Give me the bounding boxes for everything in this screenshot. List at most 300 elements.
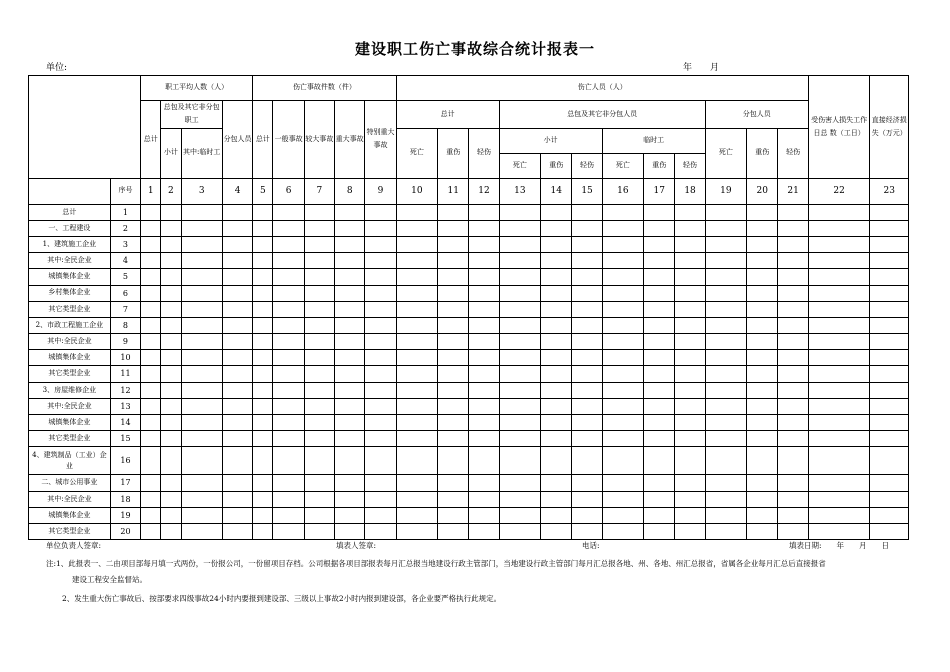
data-cell[interactable] [141, 220, 161, 236]
data-cell[interactable] [304, 366, 334, 382]
data-cell[interactable] [541, 253, 572, 269]
data-cell[interactable] [253, 301, 273, 317]
data-cell[interactable] [675, 382, 705, 398]
data-cell[interactable] [273, 415, 304, 431]
data-cell[interactable] [808, 253, 870, 269]
data-cell[interactable] [438, 366, 469, 382]
data-cell[interactable] [778, 415, 808, 431]
data-cell[interactable] [541, 269, 572, 285]
data-cell[interactable] [602, 269, 643, 285]
data-cell[interactable] [808, 523, 870, 539]
data-cell[interactable] [870, 269, 909, 285]
data-cell[interactable] [705, 317, 746, 333]
data-cell[interactable] [253, 317, 273, 333]
data-cell[interactable] [870, 285, 909, 301]
data-cell[interactable] [161, 366, 181, 382]
data-cell[interactable] [870, 447, 909, 475]
data-cell[interactable] [572, 475, 602, 491]
data-cell[interactable] [747, 204, 778, 220]
data-cell[interactable] [541, 220, 572, 236]
data-cell[interactable] [253, 398, 273, 414]
data-cell[interactable] [141, 236, 161, 252]
data-cell[interactable] [161, 269, 181, 285]
data-cell[interactable] [705, 382, 746, 398]
data-cell[interactable] [602, 475, 643, 491]
data-cell[interactable] [161, 301, 181, 317]
data-cell[interactable] [253, 475, 273, 491]
data-cell[interactable] [365, 334, 396, 350]
data-cell[interactable] [141, 253, 161, 269]
data-cell[interactable] [705, 334, 746, 350]
data-cell[interactable] [438, 431, 469, 447]
data-cell[interactable] [273, 507, 304, 523]
data-cell[interactable] [365, 350, 396, 366]
data-cell[interactable] [181, 350, 222, 366]
data-cell[interactable] [541, 334, 572, 350]
data-cell[interactable] [602, 398, 643, 414]
data-cell[interactable] [705, 491, 746, 507]
data-cell[interactable] [181, 398, 222, 414]
data-cell[interactable] [499, 269, 540, 285]
data-cell[interactable] [747, 415, 778, 431]
data-cell[interactable] [778, 317, 808, 333]
data-cell[interactable] [705, 507, 746, 523]
data-cell[interactable] [222, 317, 252, 333]
data-cell[interactable] [747, 269, 778, 285]
data-cell[interactable] [141, 475, 161, 491]
data-cell[interactable] [747, 398, 778, 414]
data-cell[interactable] [808, 236, 870, 252]
data-cell[interactable] [870, 317, 909, 333]
data-cell[interactable] [778, 447, 808, 475]
data-cell[interactable] [705, 301, 746, 317]
data-cell[interactable] [870, 220, 909, 236]
data-cell[interactable] [273, 285, 304, 301]
data-cell[interactable] [499, 523, 540, 539]
data-cell[interactable] [438, 491, 469, 507]
data-cell[interactable] [304, 415, 334, 431]
data-cell[interactable] [161, 523, 181, 539]
data-cell[interactable] [141, 301, 161, 317]
data-cell[interactable] [644, 523, 675, 539]
data-cell[interactable] [396, 507, 437, 523]
data-cell[interactable] [273, 382, 304, 398]
data-cell[interactable] [161, 475, 181, 491]
data-cell[interactable] [253, 334, 273, 350]
data-cell[interactable] [365, 447, 396, 475]
data-cell[interactable] [572, 204, 602, 220]
data-cell[interactable] [541, 366, 572, 382]
data-cell[interactable] [541, 491, 572, 507]
data-cell[interactable] [675, 398, 705, 414]
data-cell[interactable] [396, 415, 437, 431]
data-cell[interactable] [396, 398, 437, 414]
data-cell[interactable] [365, 366, 396, 382]
data-cell[interactable] [273, 350, 304, 366]
data-cell[interactable] [222, 491, 252, 507]
data-cell[interactable] [365, 507, 396, 523]
data-cell[interactable] [161, 334, 181, 350]
data-cell[interactable] [778, 285, 808, 301]
data-cell[interactable] [304, 220, 334, 236]
data-cell[interactable] [808, 415, 870, 431]
data-cell[interactable] [365, 253, 396, 269]
data-cell[interactable] [222, 220, 252, 236]
data-cell[interactable] [644, 285, 675, 301]
data-cell[interactable] [572, 350, 602, 366]
data-cell[interactable] [499, 382, 540, 398]
data-cell[interactable] [365, 204, 396, 220]
data-cell[interactable] [705, 350, 746, 366]
data-cell[interactable] [602, 491, 643, 507]
data-cell[interactable] [870, 415, 909, 431]
data-cell[interactable] [181, 269, 222, 285]
data-cell[interactable] [222, 447, 252, 475]
data-cell[interactable] [161, 204, 181, 220]
data-cell[interactable] [705, 415, 746, 431]
data-cell[interactable] [438, 220, 469, 236]
data-cell[interactable] [675, 491, 705, 507]
data-cell[interactable] [778, 220, 808, 236]
data-cell[interactable] [181, 220, 222, 236]
data-cell[interactable] [747, 253, 778, 269]
data-cell[interactable] [747, 507, 778, 523]
data-cell[interactable] [222, 350, 252, 366]
data-cell[interactable] [396, 285, 437, 301]
data-cell[interactable] [335, 382, 365, 398]
data-cell[interactable] [469, 236, 499, 252]
data-cell[interactable] [304, 523, 334, 539]
data-cell[interactable] [365, 431, 396, 447]
data-cell[interactable] [870, 236, 909, 252]
data-cell[interactable] [778, 507, 808, 523]
data-cell[interactable] [469, 204, 499, 220]
data-cell[interactable] [870, 475, 909, 491]
data-cell[interactable] [222, 236, 252, 252]
data-cell[interactable] [808, 269, 870, 285]
data-cell[interactable] [335, 523, 365, 539]
data-cell[interactable] [572, 415, 602, 431]
data-cell[interactable] [644, 491, 675, 507]
data-cell[interactable] [778, 269, 808, 285]
data-cell[interactable] [396, 220, 437, 236]
data-cell[interactable] [438, 301, 469, 317]
data-cell[interactable] [705, 523, 746, 539]
data-cell[interactable] [222, 382, 252, 398]
data-cell[interactable] [304, 204, 334, 220]
data-cell[interactable] [778, 236, 808, 252]
data-cell[interactable] [870, 398, 909, 414]
data-cell[interactable] [675, 431, 705, 447]
data-cell[interactable] [541, 382, 572, 398]
data-cell[interactable] [438, 350, 469, 366]
data-cell[interactable] [161, 507, 181, 523]
data-cell[interactable] [602, 236, 643, 252]
data-cell[interactable] [365, 398, 396, 414]
data-cell[interactable] [222, 253, 252, 269]
data-cell[interactable] [778, 350, 808, 366]
data-cell[interactable] [572, 366, 602, 382]
data-cell[interactable] [572, 447, 602, 475]
data-cell[interactable] [273, 317, 304, 333]
data-cell[interactable] [396, 431, 437, 447]
data-cell[interactable] [675, 415, 705, 431]
data-cell[interactable] [469, 447, 499, 475]
data-cell[interactable] [705, 236, 746, 252]
data-cell[interactable] [222, 204, 252, 220]
data-cell[interactable] [778, 398, 808, 414]
data-cell[interactable] [335, 220, 365, 236]
data-cell[interactable] [181, 301, 222, 317]
data-cell[interactable] [778, 382, 808, 398]
data-cell[interactable] [335, 253, 365, 269]
data-cell[interactable] [675, 204, 705, 220]
data-cell[interactable] [705, 204, 746, 220]
data-cell[interactable] [499, 398, 540, 414]
data-cell[interactable] [602, 447, 643, 475]
data-cell[interactable] [572, 398, 602, 414]
data-cell[interactable] [602, 366, 643, 382]
data-cell[interactable] [602, 350, 643, 366]
data-cell[interactable] [469, 523, 499, 539]
data-cell[interactable] [675, 334, 705, 350]
data-cell[interactable] [396, 253, 437, 269]
data-cell[interactable] [365, 301, 396, 317]
data-cell[interactable] [365, 523, 396, 539]
data-cell[interactable] [365, 415, 396, 431]
data-cell[interactable] [705, 285, 746, 301]
data-cell[interactable] [602, 220, 643, 236]
data-cell[interactable] [675, 475, 705, 491]
data-cell[interactable] [675, 285, 705, 301]
data-cell[interactable] [396, 382, 437, 398]
data-cell[interactable] [222, 269, 252, 285]
data-cell[interactable] [469, 431, 499, 447]
data-cell[interactable] [438, 382, 469, 398]
data-cell[interactable] [644, 253, 675, 269]
data-cell[interactable] [396, 236, 437, 252]
data-cell[interactable] [808, 491, 870, 507]
data-cell[interactable] [499, 475, 540, 491]
data-cell[interactable] [222, 285, 252, 301]
data-cell[interactable] [141, 491, 161, 507]
data-cell[interactable] [602, 285, 643, 301]
data-cell[interactable] [304, 253, 334, 269]
data-cell[interactable] [365, 220, 396, 236]
data-cell[interactable] [365, 285, 396, 301]
data-cell[interactable] [499, 366, 540, 382]
data-cell[interactable] [469, 220, 499, 236]
data-cell[interactable] [499, 415, 540, 431]
data-cell[interactable] [161, 382, 181, 398]
data-cell[interactable] [141, 382, 161, 398]
data-cell[interactable] [644, 334, 675, 350]
data-cell[interactable] [572, 382, 602, 398]
data-cell[interactable] [644, 301, 675, 317]
data-cell[interactable] [161, 447, 181, 475]
data-cell[interactable] [335, 334, 365, 350]
data-cell[interactable] [602, 301, 643, 317]
data-cell[interactable] [335, 285, 365, 301]
data-cell[interactable] [705, 366, 746, 382]
data-cell[interactable] [438, 236, 469, 252]
data-cell[interactable] [304, 507, 334, 523]
data-cell[interactable] [438, 269, 469, 285]
data-cell[interactable] [541, 398, 572, 414]
data-cell[interactable] [808, 398, 870, 414]
data-cell[interactable] [335, 366, 365, 382]
data-cell[interactable] [675, 507, 705, 523]
data-cell[interactable] [161, 415, 181, 431]
data-cell[interactable] [161, 236, 181, 252]
data-cell[interactable] [572, 317, 602, 333]
data-cell[interactable] [541, 236, 572, 252]
data-cell[interactable] [469, 301, 499, 317]
data-cell[interactable] [438, 253, 469, 269]
data-cell[interactable] [161, 431, 181, 447]
data-cell[interactable] [572, 431, 602, 447]
data-cell[interactable] [870, 204, 909, 220]
data-cell[interactable] [499, 447, 540, 475]
data-cell[interactable] [181, 507, 222, 523]
data-cell[interactable] [396, 204, 437, 220]
data-cell[interactable] [499, 204, 540, 220]
data-cell[interactable] [499, 236, 540, 252]
data-cell[interactable] [572, 523, 602, 539]
data-cell[interactable] [304, 491, 334, 507]
data-cell[interactable] [541, 301, 572, 317]
data-cell[interactable] [365, 491, 396, 507]
data-cell[interactable] [181, 204, 222, 220]
data-cell[interactable] [747, 317, 778, 333]
data-cell[interactable] [778, 491, 808, 507]
data-cell[interactable] [141, 334, 161, 350]
data-cell[interactable] [222, 301, 252, 317]
data-cell[interactable] [705, 269, 746, 285]
data-cell[interactable] [304, 269, 334, 285]
data-cell[interactable] [870, 523, 909, 539]
data-cell[interactable] [273, 523, 304, 539]
data-cell[interactable] [253, 285, 273, 301]
data-cell[interactable] [181, 382, 222, 398]
data-cell[interactable] [747, 301, 778, 317]
data-cell[interactable] [469, 269, 499, 285]
data-cell[interactable] [222, 415, 252, 431]
data-cell[interactable] [747, 431, 778, 447]
data-cell[interactable] [438, 204, 469, 220]
data-cell[interactable] [141, 415, 161, 431]
data-cell[interactable] [335, 415, 365, 431]
data-cell[interactable] [141, 523, 161, 539]
data-cell[interactable] [304, 334, 334, 350]
data-cell[interactable] [141, 366, 161, 382]
data-cell[interactable] [396, 334, 437, 350]
data-cell[interactable] [499, 507, 540, 523]
data-cell[interactable] [870, 253, 909, 269]
data-cell[interactable] [644, 350, 675, 366]
data-cell[interactable] [365, 317, 396, 333]
data-cell[interactable] [705, 431, 746, 447]
data-cell[interactable] [675, 301, 705, 317]
data-cell[interactable] [253, 269, 273, 285]
data-cell[interactable] [499, 431, 540, 447]
data-cell[interactable] [273, 253, 304, 269]
data-cell[interactable] [499, 491, 540, 507]
data-cell[interactable] [304, 398, 334, 414]
data-cell[interactable] [438, 317, 469, 333]
data-cell[interactable] [304, 431, 334, 447]
data-cell[interactable] [253, 507, 273, 523]
data-cell[interactable] [438, 398, 469, 414]
data-cell[interactable] [808, 507, 870, 523]
data-cell[interactable] [181, 523, 222, 539]
data-cell[interactable] [273, 431, 304, 447]
data-cell[interactable] [469, 475, 499, 491]
data-cell[interactable] [253, 491, 273, 507]
data-cell[interactable] [335, 447, 365, 475]
data-cell[interactable] [141, 285, 161, 301]
data-cell[interactable] [273, 269, 304, 285]
data-cell[interactable] [541, 475, 572, 491]
data-cell[interactable] [304, 350, 334, 366]
data-cell[interactable] [469, 491, 499, 507]
data-cell[interactable] [396, 269, 437, 285]
data-cell[interactable] [705, 475, 746, 491]
data-cell[interactable] [304, 317, 334, 333]
data-cell[interactable] [870, 301, 909, 317]
data-cell[interactable] [438, 507, 469, 523]
data-cell[interactable] [365, 236, 396, 252]
data-cell[interactable] [161, 491, 181, 507]
data-cell[interactable] [222, 431, 252, 447]
data-cell[interactable] [675, 317, 705, 333]
data-cell[interactable] [273, 491, 304, 507]
data-cell[interactable] [304, 301, 334, 317]
data-cell[interactable] [335, 317, 365, 333]
data-cell[interactable] [141, 350, 161, 366]
data-cell[interactable] [747, 350, 778, 366]
data-cell[interactable] [705, 253, 746, 269]
data-cell[interactable] [808, 204, 870, 220]
data-cell[interactable] [181, 366, 222, 382]
data-cell[interactable] [469, 366, 499, 382]
data-cell[interactable] [808, 431, 870, 447]
data-cell[interactable] [273, 398, 304, 414]
data-cell[interactable] [253, 447, 273, 475]
data-cell[interactable] [335, 236, 365, 252]
data-cell[interactable] [181, 431, 222, 447]
data-cell[interactable] [273, 236, 304, 252]
data-cell[interactable] [253, 253, 273, 269]
data-cell[interactable] [808, 350, 870, 366]
data-cell[interactable] [365, 475, 396, 491]
data-cell[interactable] [161, 350, 181, 366]
data-cell[interactable] [675, 523, 705, 539]
data-cell[interactable] [335, 398, 365, 414]
data-cell[interactable] [253, 204, 273, 220]
data-cell[interactable] [469, 398, 499, 414]
data-cell[interactable] [644, 317, 675, 333]
data-cell[interactable] [273, 204, 304, 220]
data-cell[interactable] [675, 253, 705, 269]
data-cell[interactable] [161, 285, 181, 301]
data-cell[interactable] [870, 382, 909, 398]
data-cell[interactable] [541, 350, 572, 366]
data-cell[interactable] [602, 204, 643, 220]
data-cell[interactable] [675, 220, 705, 236]
data-cell[interactable] [438, 415, 469, 431]
data-cell[interactable] [602, 415, 643, 431]
